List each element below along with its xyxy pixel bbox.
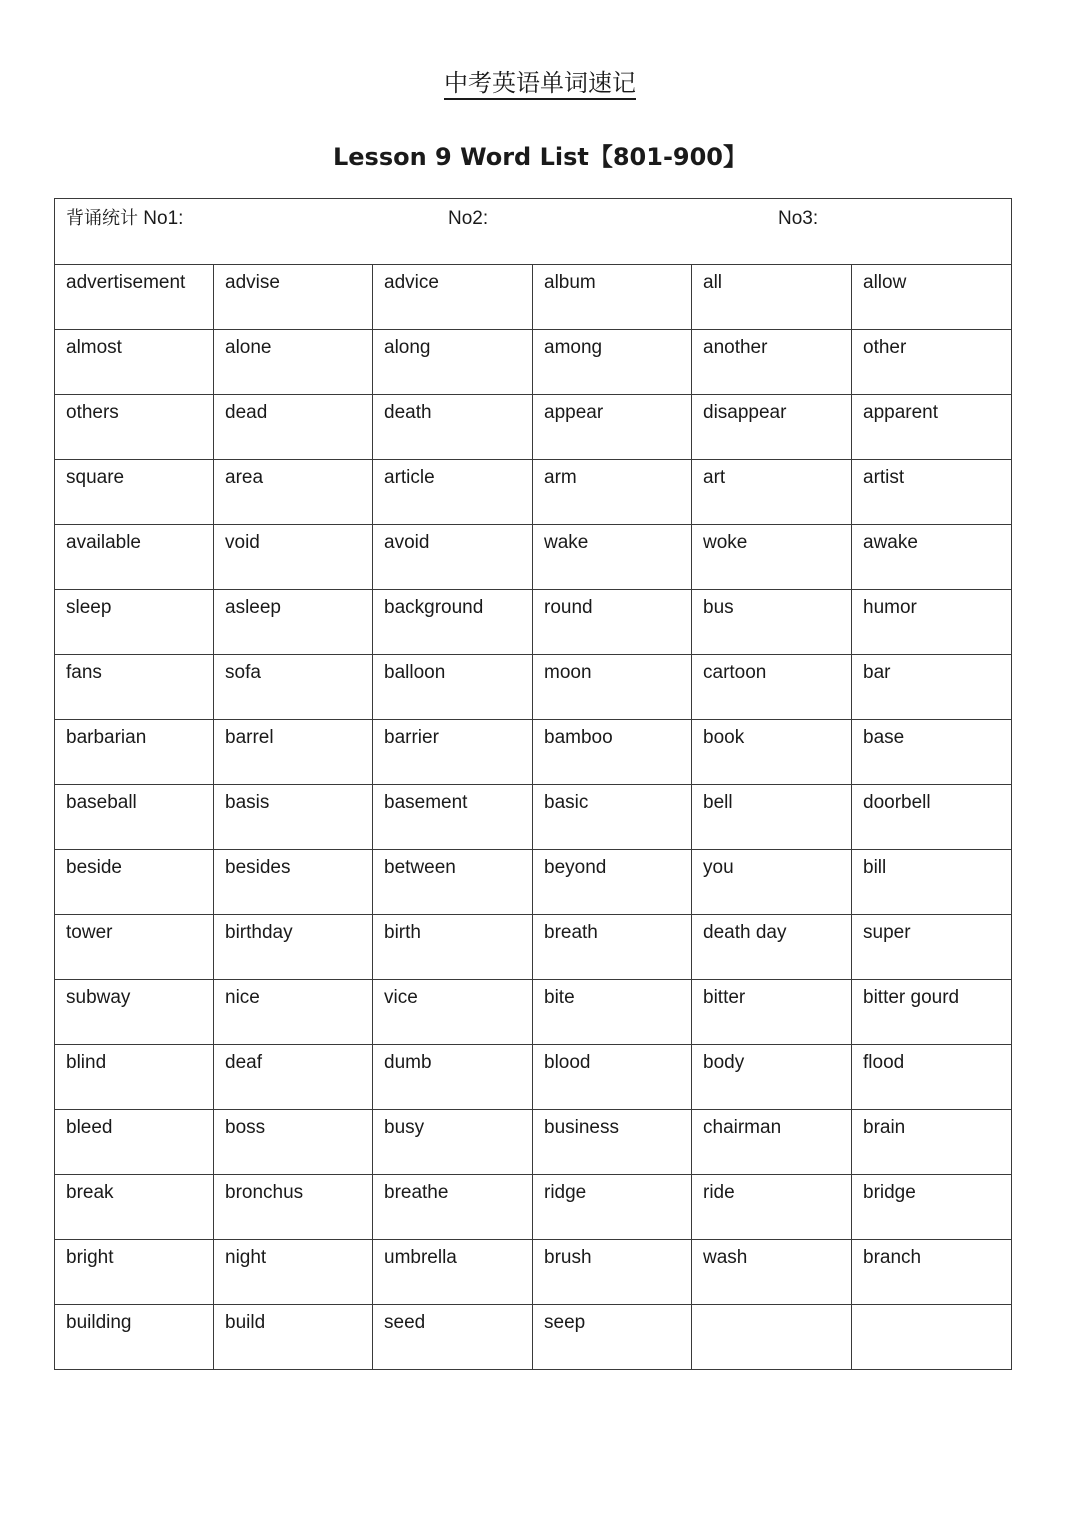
word-cell: deaf <box>214 1045 373 1110</box>
word-cell: cartoon <box>692 655 852 720</box>
word-cell: breath <box>533 915 692 980</box>
word-cell: bill <box>852 850 1012 915</box>
word-row <box>55 330 1012 395</box>
word-row <box>55 785 1012 850</box>
word-cell: humor <box>852 590 1012 655</box>
word-cell: avoid <box>373 525 533 590</box>
word-cell: night <box>214 1240 373 1305</box>
word-cell: void <box>214 525 373 590</box>
stats-row <box>55 199 1012 265</box>
word-cell: vice <box>373 980 533 1045</box>
word-cell: book <box>692 720 852 785</box>
word-cell: advise <box>214 265 373 330</box>
word-cell: others <box>55 395 214 460</box>
word-cell: among <box>533 330 692 395</box>
word-cell: blood <box>533 1045 692 1110</box>
stat-label: 背诵统计 <box>66 208 138 229</box>
word-cell: seep <box>533 1305 692 1370</box>
word-list-table <box>54 198 1012 1370</box>
word-table-body <box>55 199 1012 1370</box>
word-cell: baseball <box>55 785 214 850</box>
word-cell: almost <box>55 330 214 395</box>
word-row <box>55 915 1012 980</box>
stats-cell <box>55 199 1012 265</box>
word-row <box>55 655 1012 720</box>
document-title-text: 中考英语单词速记 <box>444 69 636 100</box>
word-cell: break <box>55 1175 214 1240</box>
word-cell: all <box>692 265 852 330</box>
word-cell: bridge <box>852 1175 1012 1240</box>
word-cell: appear <box>533 395 692 460</box>
word-cell: subway <box>55 980 214 1045</box>
word-cell: article <box>373 460 533 525</box>
word-cell <box>692 1305 852 1370</box>
stat-no1 <box>66 207 183 231</box>
word-cell: sleep <box>55 590 214 655</box>
word-cell: moon <box>533 655 692 720</box>
word-cell: artist <box>852 460 1012 525</box>
word-row <box>55 1045 1012 1110</box>
word-cell: busy <box>373 1110 533 1175</box>
word-cell: bus <box>692 590 852 655</box>
word-cell: background <box>373 590 533 655</box>
word-cell <box>852 1305 1012 1370</box>
word-cell: asleep <box>214 590 373 655</box>
word-cell: allow <box>852 265 1012 330</box>
word-row <box>55 460 1012 525</box>
word-cell: building <box>55 1305 214 1370</box>
word-cell: ridge <box>533 1175 692 1240</box>
stat-no1-label: No1: <box>143 208 184 229</box>
word-cell: album <box>533 265 692 330</box>
word-cell: death day <box>692 915 852 980</box>
word-cell: basis <box>214 785 373 850</box>
word-row <box>55 525 1012 590</box>
word-cell: besides <box>214 850 373 915</box>
word-cell: flood <box>852 1045 1012 1110</box>
word-cell: ride <box>692 1175 852 1240</box>
word-cell: beyond <box>533 850 692 915</box>
word-cell: bitter gourd <box>852 980 1012 1045</box>
word-cell: blind <box>55 1045 214 1110</box>
word-cell: dead <box>214 395 373 460</box>
word-row <box>55 590 1012 655</box>
word-cell: square <box>55 460 214 525</box>
word-cell: alone <box>214 330 373 395</box>
word-cell: beside <box>55 850 214 915</box>
word-row <box>55 395 1012 460</box>
word-row <box>55 1240 1012 1305</box>
word-cell: advice <box>373 265 533 330</box>
word-row <box>55 1305 1012 1370</box>
word-cell: business <box>533 1110 692 1175</box>
word-cell: breathe <box>373 1175 533 1240</box>
word-cell: bell <box>692 785 852 850</box>
word-cell: awake <box>852 525 1012 590</box>
word-cell: chairman <box>692 1110 852 1175</box>
word-cell: barbarian <box>55 720 214 785</box>
word-cell: balloon <box>373 655 533 720</box>
word-cell: body <box>692 1045 852 1110</box>
word-cell: tower <box>55 915 214 980</box>
word-row <box>55 1110 1012 1175</box>
word-cell: wake <box>533 525 692 590</box>
word-cell: bitter <box>692 980 852 1045</box>
word-cell: boss <box>214 1110 373 1175</box>
word-cell: dumb <box>373 1045 533 1110</box>
word-cell: available <box>55 525 214 590</box>
word-cell: bamboo <box>533 720 692 785</box>
word-cell: barrier <box>373 720 533 785</box>
word-cell: base <box>852 720 1012 785</box>
lesson-title: Lesson 9 Word List【801-900】 <box>332 143 748 171</box>
word-cell: bright <box>55 1240 214 1305</box>
stat-no3-label: No3: <box>778 208 819 229</box>
word-cell: another <box>692 330 852 395</box>
word-cell: along <box>373 330 533 395</box>
word-cell: bar <box>852 655 1012 720</box>
word-cell: woke <box>692 525 852 590</box>
word-cell: round <box>533 590 692 655</box>
document-title <box>0 66 1080 100</box>
word-cell: brain <box>852 1110 1012 1175</box>
word-cell: branch <box>852 1240 1012 1305</box>
word-cell: advertisement <box>55 265 214 330</box>
word-cell: basic <box>533 785 692 850</box>
word-row <box>55 980 1012 1045</box>
word-cell: you <box>692 850 852 915</box>
word-cell: between <box>373 850 533 915</box>
word-cell: seed <box>373 1305 533 1370</box>
word-cell: birthday <box>214 915 373 980</box>
word-cell: wash <box>692 1240 852 1305</box>
word-cell: art <box>692 460 852 525</box>
word-row <box>55 265 1012 330</box>
word-cell: super <box>852 915 1012 980</box>
word-row <box>55 850 1012 915</box>
word-cell: area <box>214 460 373 525</box>
word-cell: disappear <box>692 395 852 460</box>
word-cell: umbrella <box>373 1240 533 1305</box>
word-row <box>55 720 1012 785</box>
word-cell: doorbell <box>852 785 1012 850</box>
word-cell: bleed <box>55 1110 214 1175</box>
word-cell: apparent <box>852 395 1012 460</box>
word-cell: brush <box>533 1240 692 1305</box>
word-cell: arm <box>533 460 692 525</box>
word-cell: death <box>373 395 533 460</box>
word-cell: birth <box>373 915 533 980</box>
word-cell: build <box>214 1305 373 1370</box>
word-cell: other <box>852 330 1012 395</box>
word-cell: barrel <box>214 720 373 785</box>
word-cell: fans <box>55 655 214 720</box>
word-cell: sofa <box>214 655 373 720</box>
stat-no2-label: No2: <box>448 208 489 229</box>
word-cell: bronchus <box>214 1175 373 1240</box>
word-row <box>55 1175 1012 1240</box>
word-cell: bite <box>533 980 692 1045</box>
word-cell: basement <box>373 785 533 850</box>
word-cell: nice <box>214 980 373 1045</box>
